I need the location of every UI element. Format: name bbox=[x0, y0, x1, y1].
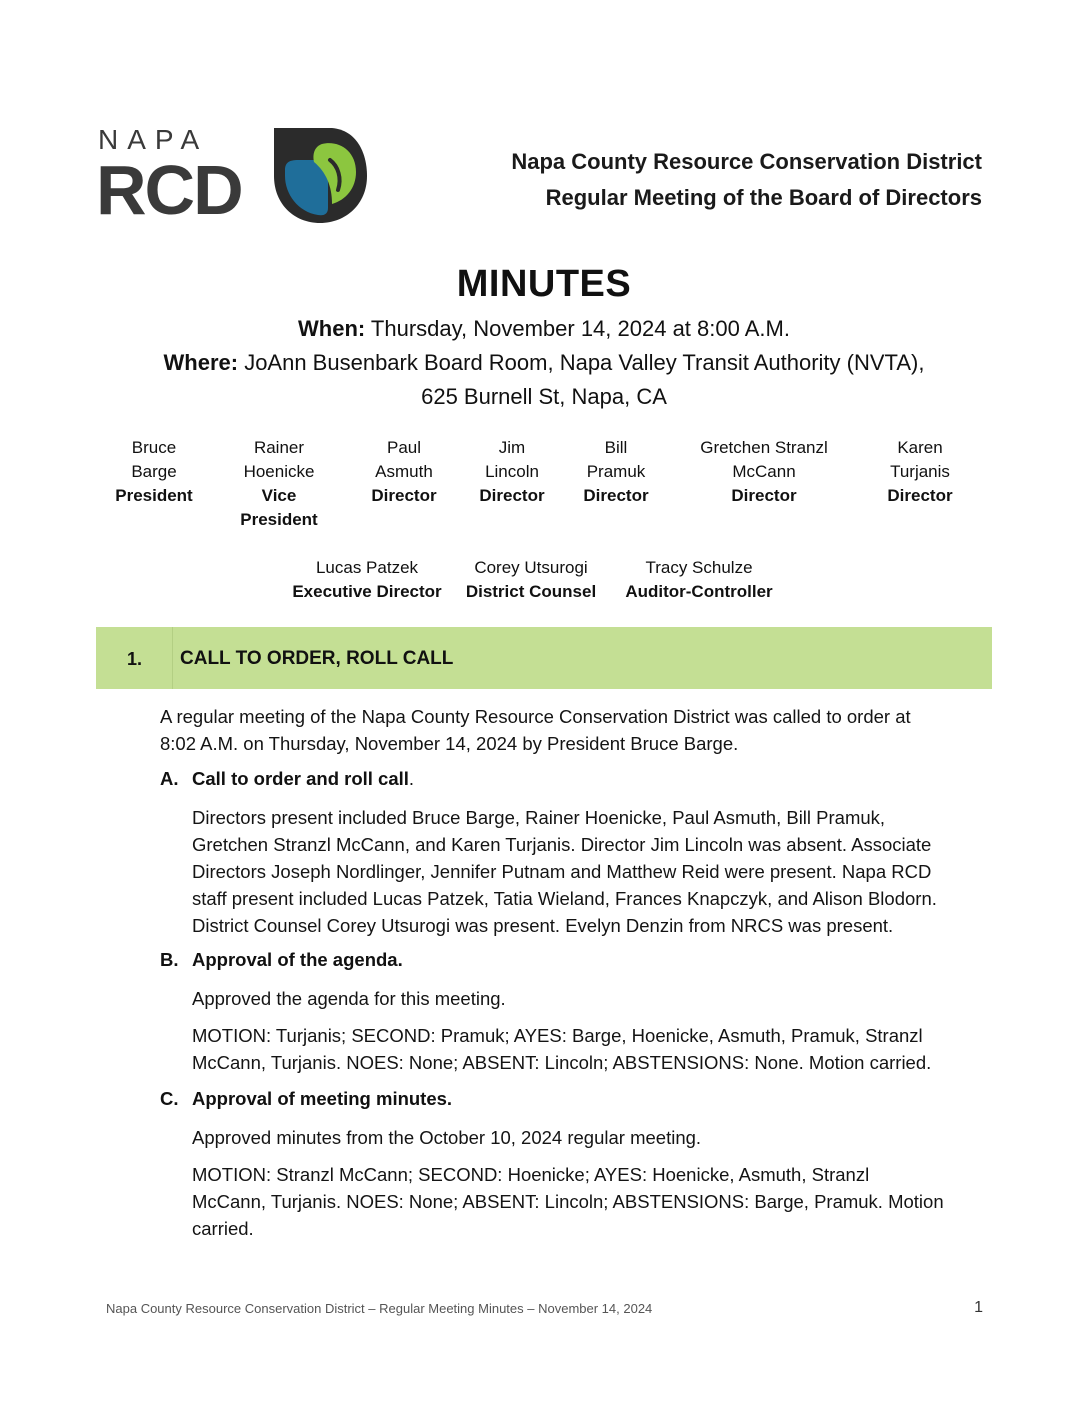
member-first-name: Gretchen Stranzl bbox=[700, 438, 828, 457]
text-line: Directors Joseph Nordlinger, Jennifer Putnam and Matthew Reid were present. Napa RCD bbox=[192, 861, 932, 882]
item-title: Approval of the agenda. bbox=[192, 949, 403, 970]
item-title-suffix: . bbox=[408, 768, 415, 789]
board-member bbox=[870, 436, 970, 508]
member-first-name: Paul bbox=[386, 438, 422, 457]
item-title bbox=[192, 765, 414, 792]
text-line: Gretchen Stranzl McCann, and Karen Turjanis. Director Jim Lincoln was absent. Associate bbox=[192, 834, 932, 855]
org-name: Napa County Resource Conservation District bbox=[511, 149, 982, 174]
logo-napa-text: NAPA bbox=[98, 124, 209, 155]
staff-member bbox=[612, 556, 786, 604]
staff-name: Lucas Patzek bbox=[315, 558, 419, 577]
motion-paragraph bbox=[192, 1161, 1000, 1242]
meeting-where bbox=[0, 346, 1088, 380]
member-role: Director bbox=[371, 486, 437, 505]
staff-role: Auditor-Controller bbox=[625, 582, 773, 601]
member-role: Director bbox=[479, 486, 545, 505]
text-line: Approved minutes from the October 10, 2024 regular meeting. bbox=[192, 1127, 702, 1148]
member-first-name: Bruce bbox=[131, 438, 177, 457]
board-member bbox=[682, 436, 846, 508]
leaf-drop-icon bbox=[272, 126, 368, 224]
intro-paragraph bbox=[160, 703, 1000, 757]
text-line: A regular meeting of the Napa County Resource Conservation District was called to order at bbox=[160, 706, 911, 727]
member-first-name: Bill bbox=[604, 438, 628, 457]
board-member bbox=[354, 436, 454, 508]
member-last-name: Pramuk bbox=[586, 462, 646, 481]
item-paragraph bbox=[192, 804, 1000, 939]
member-first-name: Jim bbox=[498, 438, 526, 457]
text-line: Approved the agenda for this meeting. bbox=[192, 988, 506, 1009]
board-member bbox=[462, 436, 562, 508]
staff-role: Executive Director bbox=[292, 582, 442, 601]
member-last-name: Barge bbox=[131, 462, 177, 481]
board-member bbox=[103, 436, 205, 508]
meeting-type: Regular Meeting of the Board of Directors bbox=[545, 185, 982, 210]
logo-rcd-text: RCD bbox=[96, 151, 242, 229]
item-paragraph bbox=[192, 985, 1000, 1012]
section-header-bar bbox=[96, 627, 992, 689]
item-letter: B. bbox=[160, 949, 179, 970]
item-title-text: Call to order and roll call bbox=[192, 768, 409, 789]
member-first-name: Karen bbox=[897, 438, 943, 457]
item-title: Approval of meeting minutes. bbox=[192, 1088, 453, 1109]
text-line: staff present included Lucas Patzek, Tatia Wieland, Frances Knapczyk, and Alison Blodorn. bbox=[192, 888, 937, 909]
item-letter: C. bbox=[160, 1088, 179, 1109]
napa-rcd-logo bbox=[96, 124, 376, 228]
page-footer: Napa County Resource Conservation District – Regular Meeting Minutes – November 14, 2024 bbox=[106, 1301, 653, 1316]
page-number: 1 bbox=[974, 1299, 983, 1316]
page-title: MINUTES bbox=[456, 263, 632, 305]
member-role: Director bbox=[583, 486, 649, 505]
text-line: McCann, Turjanis. NOES: None; ABSENT: Lincoln; ABSTENSIONS: Barge, Pramuk. Motion bbox=[192, 1191, 944, 1212]
text-line: 8:02 A.M. on Thursday, November 14, 2024 by President Bruce Barge. bbox=[160, 733, 739, 754]
board-member bbox=[224, 436, 334, 532]
item-paragraph bbox=[192, 1124, 1000, 1151]
where-label: Where: bbox=[163, 350, 239, 375]
member-role: Director bbox=[731, 486, 797, 505]
staff-role: District Counsel bbox=[465, 582, 597, 601]
staff-member bbox=[282, 556, 452, 604]
item-letter: A. bbox=[160, 768, 179, 789]
text-line: MOTION: Turjanis; SECOND: Pramuk; AYES: Barge, Hoenicke, Asmuth, Pramuk, Stranzl bbox=[192, 1025, 923, 1046]
staff-name: Tracy Schulze bbox=[645, 558, 753, 577]
member-first-name: Rainer bbox=[253, 438, 305, 457]
text-line: McCann, Turjanis. NOES: None; ABSENT: Lincoln; ABSTENSIONS: None. Motion carried. bbox=[192, 1052, 932, 1073]
member-last-name: Lincoln bbox=[485, 462, 539, 481]
staff-member bbox=[458, 556, 604, 604]
member-last-name: McCann bbox=[732, 462, 796, 481]
section-bar-divider bbox=[172, 627, 173, 689]
member-last-name: Turjanis bbox=[890, 462, 950, 481]
member-last-name: Hoenicke bbox=[243, 462, 315, 481]
meeting-address: 625 Burnell St, Napa, CA bbox=[421, 384, 667, 409]
when-value: Thursday, November 14, 2024 at 8:00 A.M. bbox=[365, 316, 790, 341]
member-last-name: Asmuth bbox=[375, 462, 433, 481]
section-number: 1. bbox=[127, 649, 143, 669]
motion-paragraph bbox=[192, 1022, 1000, 1076]
section-title: CALL TO ORDER, ROLL CALL bbox=[180, 648, 454, 669]
member-role-cont: President bbox=[240, 510, 318, 529]
member-role: President bbox=[115, 486, 193, 505]
text-line: District Counsel Corey Utsurogi was present. Evelyn Denzin from NRCS was present. bbox=[192, 915, 894, 936]
text-line: Directors present included Bruce Barge, Rainer Hoenicke, Paul Asmuth, Bill Pramuk, bbox=[192, 807, 886, 828]
where-value: JoAnn Busenbark Board Room, Napa Valley Transit Authority (NVTA), bbox=[238, 350, 925, 375]
text-line: carried. bbox=[192, 1218, 254, 1239]
member-role: Vice bbox=[261, 486, 297, 505]
meeting-when bbox=[0, 312, 1088, 346]
member-role: Director bbox=[887, 486, 953, 505]
document-header bbox=[511, 144, 982, 216]
board-member bbox=[566, 436, 666, 508]
when-label: When: bbox=[298, 316, 366, 341]
staff-name: Corey Utsurogi bbox=[474, 558, 588, 577]
text-line: MOTION: Stranzl McCann; SECOND: Hoenicke; AYES: Hoenicke, Asmuth, Stranzl bbox=[192, 1164, 870, 1185]
